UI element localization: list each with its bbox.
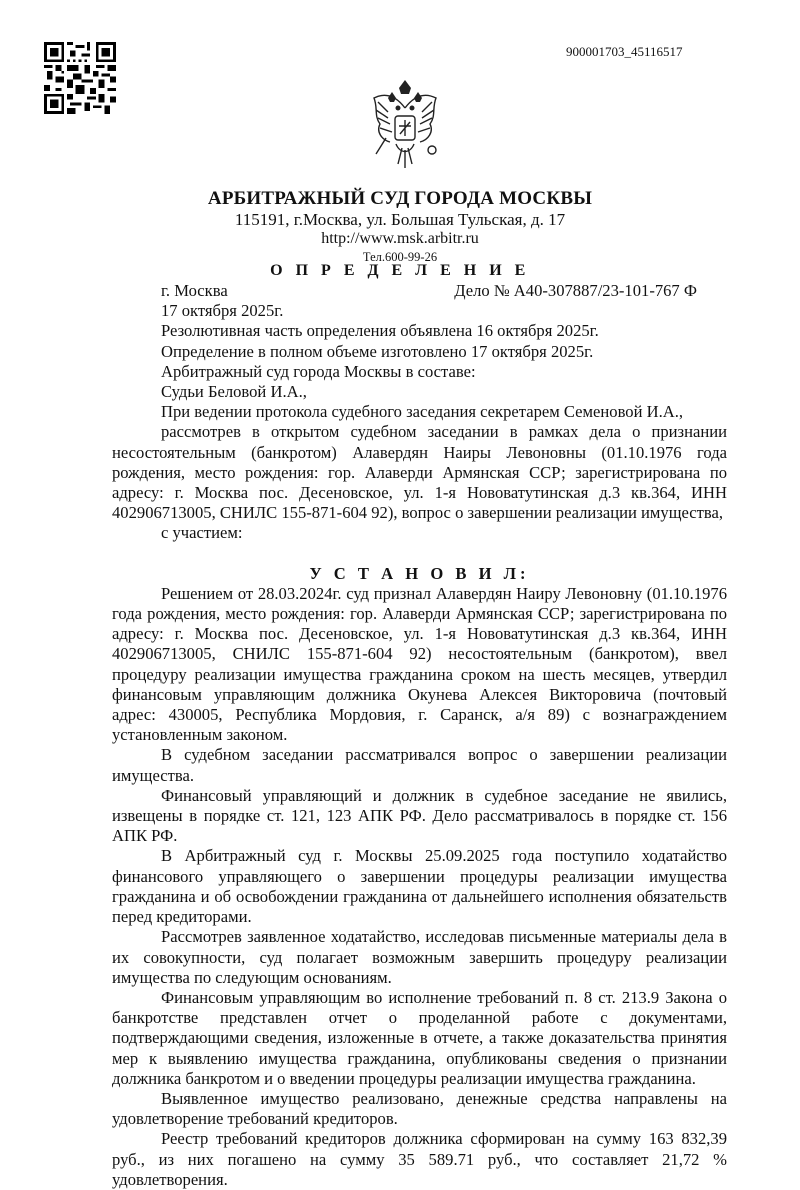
- court-name: АРБИТРАЖНЫЙ СУД ГОРОДА МОСКВЫ: [207, 188, 593, 209]
- court-website: http://www.msk.arbitr.ru: [321, 230, 479, 247]
- court-address: 115191, г.Москва, ул. Большая Тульская, д. 17: [234, 210, 566, 229]
- judge: Судьи Беловой И.А.,: [161, 382, 307, 402]
- paragraph: Выявленное имущество реализовано, денежные средства направлены на удовлетворение требований кредиторов.: [112, 1088, 727, 1129]
- paragraph: В судебном заседании рассматривался вопрос о завершении реализации имущества.: [112, 745, 727, 785]
- paragraph: Финансовым управляющим во исполнение требований п. 8 ст. 213.9 Закона о банкротстве представлен отчет о проделанной работе с документами, подтверждающими сведения, изложенные в отчете, а также доказательства принятия мер к выявлению имущества гражданина, опубликованы сведения о признании должника банкротом и о введении процедуры реализации имущества гражданина.: [112, 987, 727, 1088]
- considering-paragraph: рассмотрев в открытом судебном заседании в рамках дела о признании несостоятельным (банкротом) Алавердян Наиры Левоновны (01.10.1976 года рождения, место рождения: гор. Алаверди Армянская ССР; зарегистрирована по адресу: г. Москва пос. Десеновское, ул. 1-я Нововатутинская д.3 кв.364, ИНН 402906713005, СНИЛС 155-871-604 92), вопрос о завершении реализации имущества,: [112, 422, 727, 523]
- paragraph: Решением от 28.03.2024г. суд признал Алавердян Наиру Левоновну (01.10.1976 года рождения, место рождения: гор. Алаверди Армянская ССР; зарегистрирована по адресу: г. Москва пос. Десеновское, ул. 1-я Нововатутинская д.3 кв.364, ИНН 402906713005, СНИЛС 155-871-604 92) несостоятельным (банкротом), ввел процедуру реализации имущества гражданина сроком на шесть месяцев, утвердил финансовым управляющим должника Окунева Алексея Викторовича (почтовый адрес: 430005, Республика Мордовия, г. Саранск, а/я 89) с вознаграждением установленным законом.: [112, 583, 727, 745]
- paragraph: Реестр требований кредиторов должника сформирован на сумму 163 832,39 руб., из них погашено на сумму 35 589.71 руб., что составляет 21,72 % удовлетворения.: [112, 1129, 727, 1189]
- paragraph: Финансовый управляющий и должник в судебное заседание не явились, извещены в порядке ст. 121, 123 АПК РФ. Дело рассматривалось в порядке ст. 156 АПК РФ.: [112, 785, 727, 846]
- city: г. Москва: [161, 281, 228, 300]
- city-case-row: [112, 281, 727, 301]
- document-body: [112, 281, 727, 1190]
- qr-code-icon: [44, 42, 116, 114]
- participation: с участием:: [161, 523, 243, 543]
- resolution-announced: Резолютивная часть определения объявлена 16 октября 2025г.: [161, 321, 599, 341]
- document-id: 900001703_45116517: [566, 44, 683, 59]
- paragraph: В Арбитражный суд г. Москвы 25.09.2025 года поступило ходатайство финансового управляющего о завершении процедуры реализации имущества гражданина и об освобождении гражданина от дальнейшего исполнения обязательств перед кредиторами.: [112, 846, 727, 927]
- secretary: При ведении протокола судебного заседания секретарем Семеновой И.А.,: [161, 402, 684, 422]
- established-heading: У С Т А Н О В И Л:: [309, 563, 530, 583]
- court-composition: Арбитражный суд города Москвы в составе:: [161, 361, 476, 381]
- coat-of-arms-icon: [366, 78, 444, 174]
- document-type-title: О П Р Е Д Е Л Е Н И Е: [270, 262, 530, 279]
- full-text-made: Определение в полном объеме изготовлено 17 октября 2025г.: [161, 341, 594, 361]
- document-date: 17 октября 2025г.: [161, 301, 284, 321]
- case-number: Дело № А40-307887/23-101-767 Ф: [454, 281, 697, 300]
- paragraph: Рассмотрев заявленное ходатайство, исследовав письменные материалы дела в их совокупности, суд полагает возможным завершить процедуру реализации имущества по следующим основаниям.: [112, 927, 727, 987]
- court-phone: Тел.600-99-26: [362, 250, 438, 264]
